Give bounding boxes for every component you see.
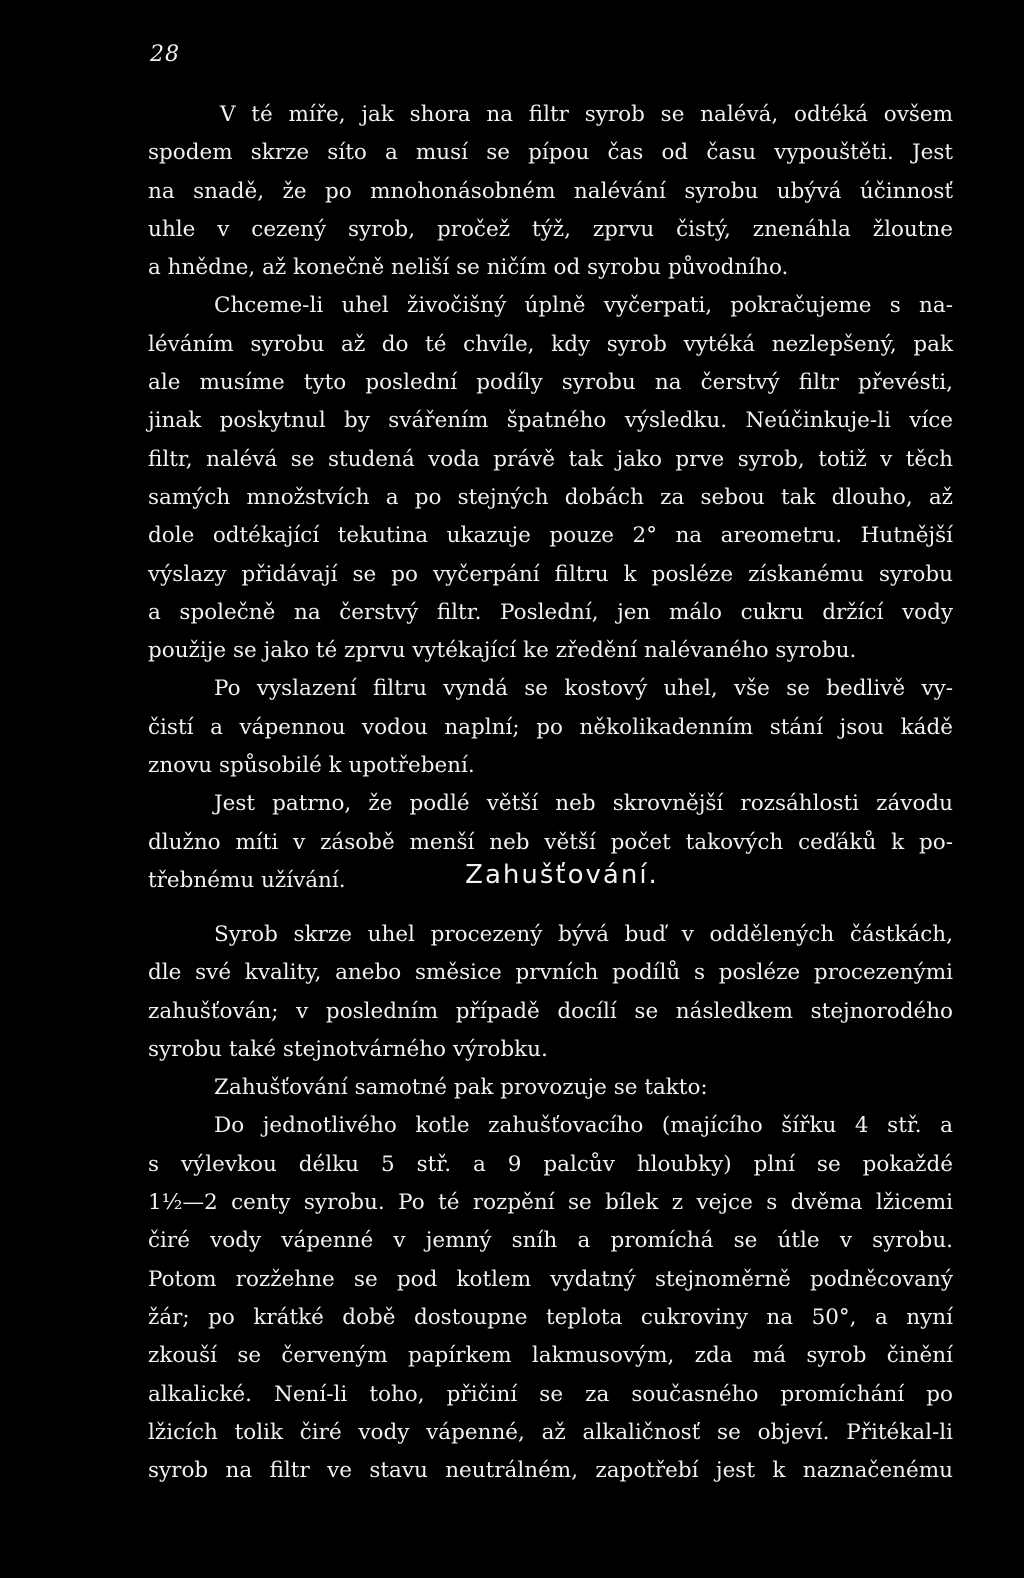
section-heading: Zahušťování. bbox=[465, 860, 659, 890]
text-line: s výlevkou délku 5 stř. a 9 palcův hloubky) plní se pokaždé bbox=[148, 1151, 953, 1177]
text-line: jinak poskytnul by svářením špatného výsledku. Neúčinkuje-li více bbox=[148, 408, 953, 434]
text-line: syrob na filtr ve stavu neutrálném, zapotřebí jest k naznačenému bbox=[148, 1458, 953, 1484]
text-line: 1½—2 centy syrobu. Po té rozpění se bílek z vejce s dvěma lžicemi bbox=[148, 1190, 953, 1216]
text-line: Potom rozžehne se pod kotlem vydatný stejnoměrně podněcovaný bbox=[148, 1266, 953, 1292]
page-number: 28 bbox=[150, 42, 180, 67]
text-line: zahušťován; v posledním případě docílí se následkem stejnorodého bbox=[148, 998, 953, 1024]
text-line: dlužno míti v zásobě menší neb větší počet takových ceďáků k po- bbox=[148, 829, 953, 855]
text-line: Do jednotlivého kotle zahušťovacího (majícího šířku 4 stř. a bbox=[214, 1113, 953, 1139]
text-line: na snadě, že po mnohonásobném nalévání syrobu ubývá účinnosť bbox=[148, 178, 953, 204]
text-line: znovu spůsobilé k upotřebení. bbox=[148, 753, 475, 779]
section-2-text bbox=[148, 916, 953, 1490]
text-line: lžicích tolik čiré vody vápenné, až alkaličnosť se objeví. Přitékal-li bbox=[148, 1419, 953, 1445]
text-line: Chceme-li uhel živočišný úplně vyčerpati, pokračujeme s na- bbox=[214, 293, 953, 319]
text-line: čiré vody vápenné v jemný sníh a promíchá se útle v syrobu. bbox=[148, 1228, 953, 1254]
text-line: uhle v cezený syrob, pročež týž, zprvu čistý, znenáhla žloutne bbox=[148, 216, 953, 242]
text-line: zkouší se červeným papírkem lakmusovým, zda má syrob činění bbox=[148, 1343, 953, 1369]
text-line: filtr, nalévá se studená voda právě tak jako prve syrob, totiž v těch bbox=[148, 446, 953, 472]
text-line: syrobu také stejnotvárného výrobku. bbox=[148, 1036, 548, 1062]
text-line: dle své kvality, anebo směsice prvních podílů s posléze procezenými bbox=[148, 960, 953, 986]
text-line: alkalické. Není-li toho, přičiní se za současného promíchání po bbox=[148, 1381, 953, 1407]
text-line: čistí a vápennou vodou naplní; po několikadenním stání jsou kádě bbox=[148, 714, 953, 740]
text-line: výslazy přidávají se po vyčerpání filtru k posléze získanému syrobu bbox=[148, 561, 953, 587]
text-line: dole odtékající tekutina ukazuje pouze 2° na areometru. Hutnější bbox=[148, 523, 953, 549]
text-line: použije se jako té zprvu vytékající ke zředění nalévaného syrobu. bbox=[148, 638, 857, 664]
text-line: ale musíme tyto poslední podíly syrobu na čerstvý filtr převésti, bbox=[148, 370, 953, 396]
text-line: V té míře, jak shora na filtr syrob se nalévá, odtéká ovšem bbox=[220, 102, 953, 127]
section-1-text bbox=[148, 96, 953, 900]
text-line: a hnědne, až konečně neliší se ničím od syrobu původního. bbox=[148, 255, 789, 281]
text-line: Po vyslazení filtru vyndá se kostový uhel, vše se bedlivě vy- bbox=[214, 676, 953, 702]
text-line: žár; po krátké době dostoupne teplota cukroviny na 50°, a nyní bbox=[148, 1304, 953, 1330]
text-line: samých množstvích a po stejných dobách za sebou tak dlouho, až bbox=[148, 484, 953, 510]
text-line: a společně na čerstvý filtr. Poslední, jen málo cukru držící vody bbox=[148, 599, 953, 625]
text-line: Jest patrno, že podlé větší neb skrovnější rozsáhlosti závodu bbox=[214, 791, 953, 817]
text-line: léváním syrobu až do té chvíle, kdy syrob vytéká nezlepšený, pak bbox=[148, 331, 953, 357]
text-line: třebnému užívání. bbox=[148, 867, 346, 893]
text-line: spodem skrze síto a musí se pípou čas od času vypouštěti. Jest bbox=[148, 140, 953, 166]
text-line: Syrob skrze uhel procezený bývá buď v oddělených částkách, bbox=[214, 922, 953, 947]
text-line: Zahušťování samotné pak provozuje se takto: bbox=[214, 1075, 708, 1101]
